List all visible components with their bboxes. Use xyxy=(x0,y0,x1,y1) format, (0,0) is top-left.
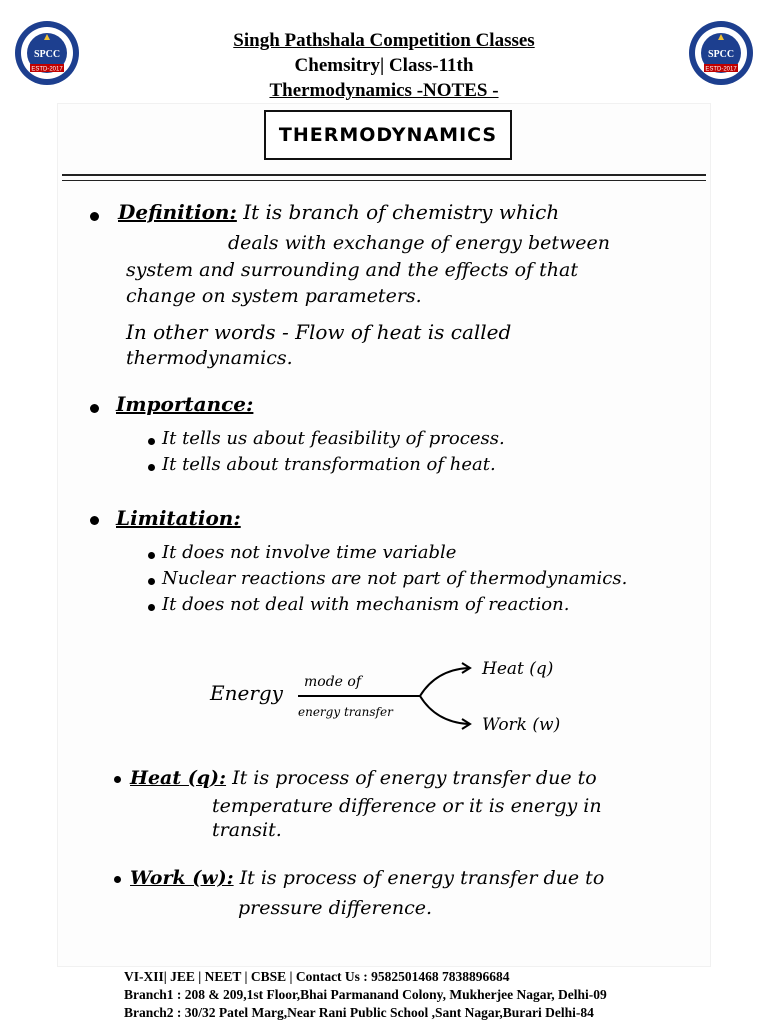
limitation-item-1: It does not involve time variable xyxy=(162,542,457,563)
work-term: Work (w): xyxy=(130,867,234,889)
importance-item-1: It tells us about feasibility of process. xyxy=(162,428,505,449)
bullet-dot xyxy=(148,464,155,471)
definition-line-3: system and surrounding and the effects of that xyxy=(126,259,578,281)
limitation-term: Limitation: xyxy=(116,506,241,530)
notes-sheet xyxy=(58,104,710,966)
bullet-dot xyxy=(148,578,155,585)
work-line-2: pressure difference. xyxy=(238,897,433,919)
subject-line: Chemsitry| Class-11th xyxy=(294,55,474,76)
bullet-dot xyxy=(148,604,155,611)
definition-line-4: change on system parameters. xyxy=(126,285,422,307)
bullet-dot xyxy=(90,404,99,413)
footer-branch-1: Branch1 : 208 & 209,1st Floor,Bhai Parmanand Colony, Mukherjee Nagar, Delhi-09 xyxy=(124,987,607,1002)
diagram-branch-bottom xyxy=(420,696,468,724)
limitation-item-3: It does not deal with mechanism of reaction. xyxy=(162,594,570,615)
heat-term: Heat (q): xyxy=(130,767,227,789)
logo-estd: ESTD-2017 xyxy=(705,66,737,73)
diagram-lower-label: energy transfer xyxy=(298,705,393,719)
bullet-dot xyxy=(90,516,99,525)
definition-line-6: thermodynamics. xyxy=(126,347,293,369)
bullet-dot xyxy=(114,776,121,783)
heat-line-3: transit. xyxy=(212,819,282,841)
logo-estd: ESTD-2017 xyxy=(31,66,63,73)
heat-line-2: temperature difference or it is energy in xyxy=(212,795,602,817)
importance-item-2: It tells about transformation of heat. xyxy=(162,454,496,475)
definition-line-2: deals with exchange of energy between xyxy=(228,232,610,254)
institute-name: Singh Pathshala Competition Classes xyxy=(233,30,535,51)
definition-term: Definition: xyxy=(118,200,237,224)
divider-rule xyxy=(62,180,706,181)
importance-term: Importance: xyxy=(116,392,254,416)
limitation-item-2: Nuclear reactions are not part of thermodynamics. xyxy=(162,568,628,589)
footer-contact: VI-XII| JEE | NEET | CBSE | Contact Us : 9582501468 7838896684 xyxy=(124,969,510,984)
bullet-dot xyxy=(148,438,155,445)
diagram-source: Energy xyxy=(210,681,283,705)
logo-abbr: SPCC xyxy=(33,49,61,60)
diagram-branch-top xyxy=(420,668,468,696)
bullet-dot xyxy=(90,212,99,221)
diagram-branch-bottom-label: Work (w) xyxy=(482,715,561,735)
logo-abbr: SPCC xyxy=(707,49,735,60)
divider-rule xyxy=(62,174,706,176)
definition-line-5: In other words - Flow of heat is called xyxy=(126,320,512,344)
diagram-branch-top-label: Heat (q) xyxy=(482,659,554,679)
topic-line: Thermodynamics -NOTES - xyxy=(269,80,499,101)
diagram-upper-label: mode of xyxy=(304,674,362,690)
document-footer xyxy=(124,968,607,1022)
document-header xyxy=(0,28,768,103)
bullet-dot xyxy=(114,876,121,883)
energy-transfer-diagram xyxy=(198,652,598,742)
heat-line-1: Heat (q): It is process of energy transfer due to xyxy=(130,767,597,789)
notes-title: THERMODYNAMICS xyxy=(264,110,512,160)
bullet-dot xyxy=(148,552,155,559)
work-line-1: Work (w): It is process of energy transfer due to xyxy=(130,867,605,889)
footer-branch-2: Branch2 : 30/32 Patel Marg,Near Rani Public School ,Sant Nagar,Burari Delhi-84 xyxy=(124,1005,594,1020)
definition-line-1: Definition: It is branch of chemistry which xyxy=(118,200,560,224)
